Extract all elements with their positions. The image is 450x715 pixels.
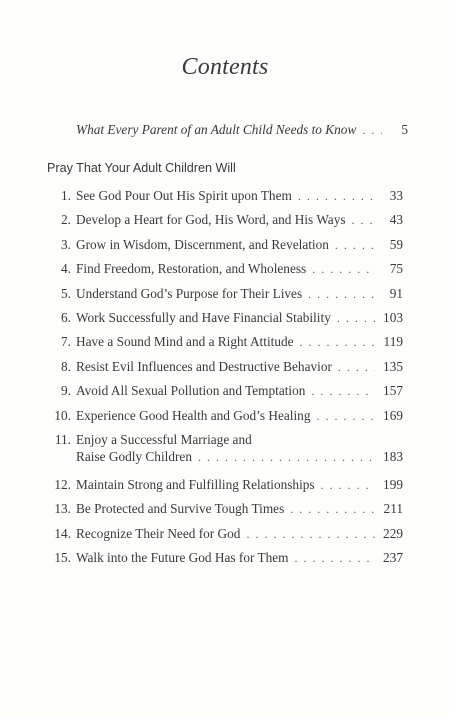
toc-entry-title: Recognize Their Need for God bbox=[76, 525, 241, 541]
toc-entry-title: Avoid All Sexual Pollution and Temptation bbox=[76, 383, 306, 399]
toc-entry-number: 8. bbox=[61, 358, 71, 374]
toc-entry[interactable] bbox=[47, 476, 403, 500]
toc-entry-page: 43 bbox=[389, 212, 403, 228]
toc-entry-number: 4. bbox=[61, 261, 71, 277]
toc-entry-number: 3. bbox=[61, 236, 71, 252]
toc-entry-page: 119 bbox=[383, 334, 403, 350]
section-heading: Pray That Your Adult Children Will bbox=[47, 161, 236, 175]
toc-entry-title: Enjoy a Successful Marriage and bbox=[76, 431, 252, 447]
toc-entry-number: 1. bbox=[61, 188, 71, 203]
toc-entry-page: 199 bbox=[383, 476, 403, 492]
toc-entry-number: 15. bbox=[54, 550, 71, 566]
dot-leader bbox=[298, 188, 375, 205]
toc-entry-page: 229 bbox=[383, 525, 403, 541]
toc-entry-page: 91 bbox=[389, 285, 403, 301]
toc-entry-title: Resist Evil Influences and Destructive Behavior bbox=[76, 358, 332, 374]
toc-entry-number: 9. bbox=[61, 383, 71, 399]
dot-leader bbox=[335, 237, 375, 254]
toc-entry-page: 103 bbox=[383, 309, 403, 325]
dot-leader bbox=[308, 286, 375, 303]
dot-leader bbox=[312, 261, 375, 278]
toc-entry-page: 157 bbox=[383, 383, 403, 399]
toc-entry[interactable] bbox=[47, 407, 403, 431]
dot-leader bbox=[321, 477, 375, 494]
toc-entry[interactable] bbox=[47, 549, 403, 573]
toc-entry[interactable] bbox=[47, 187, 403, 211]
dot-leader bbox=[246, 526, 375, 543]
dot-leader bbox=[295, 550, 375, 567]
dot-leader bbox=[352, 212, 375, 229]
dot-leader bbox=[337, 310, 375, 327]
toc-entry[interactable] bbox=[47, 431, 403, 476]
toc-entry-number: 7. bbox=[61, 334, 71, 350]
toc-entry-number: 2. bbox=[61, 212, 71, 228]
dot-leader bbox=[316, 408, 375, 425]
toc-entry[interactable] bbox=[47, 236, 403, 260]
toc-entry-title: Walk into the Future God Has for Them bbox=[76, 550, 289, 566]
toc-entry-number: 6. bbox=[61, 309, 71, 325]
dot-leader bbox=[290, 501, 375, 518]
toc-entry-number: 11. bbox=[54, 431, 71, 447]
toc-entry-title: See God Pour Out His Spirit upon Them bbox=[76, 188, 292, 203]
toc-entry[interactable] bbox=[47, 358, 403, 382]
toc-entry-number: 12. bbox=[54, 476, 71, 492]
dot-leader bbox=[362, 123, 382, 138]
toc-entry-page: 33 bbox=[389, 188, 403, 203]
toc-entry-number: 5. bbox=[61, 285, 71, 301]
toc-entry-page: 211 bbox=[383, 501, 403, 517]
toc-entry[interactable] bbox=[47, 260, 403, 284]
toc-entry-page: 75 bbox=[389, 261, 403, 277]
toc-entry-title: Experience Good Health and God’s Healing bbox=[76, 407, 311, 423]
toc-entry-title: Grow in Wisdom, Discernment, and Revelation bbox=[76, 236, 329, 252]
toc-entry[interactable] bbox=[47, 285, 403, 309]
dot-leader bbox=[198, 449, 375, 466]
toc-entry-title-continued: Raise Godly Children bbox=[76, 448, 192, 464]
toc-entry-page: 5 bbox=[401, 122, 408, 137]
toc-entry-title: Work Successfully and Have Financial Stability bbox=[76, 309, 331, 325]
toc-entry-page: 183 bbox=[383, 448, 403, 464]
toc-entry-page: 135 bbox=[383, 358, 403, 374]
toc-entry[interactable] bbox=[47, 309, 403, 333]
toc-entry-number: 10. bbox=[54, 407, 71, 423]
toc-entry-title: What Every Parent of an Adult Child Needs to Know bbox=[76, 122, 357, 137]
toc-entry-title: Have a Sound Mind and a Right Attitude bbox=[76, 334, 294, 350]
toc-entry[interactable] bbox=[47, 382, 403, 406]
page-title: Contents bbox=[181, 54, 269, 80]
toc-entry-intro[interactable] bbox=[76, 122, 408, 138]
toc-entry-page: 237 bbox=[383, 550, 403, 566]
toc-entry-page: 169 bbox=[383, 407, 403, 423]
dot-leader bbox=[338, 359, 375, 376]
toc-entry-title: Understand God’s Purpose for Their Lives bbox=[76, 285, 303, 301]
toc-entry-title: Find Freedom, Restoration, and Wholeness bbox=[76, 261, 307, 277]
toc-entry-title: Develop a Heart for God, His Word, and His Ways bbox=[76, 212, 346, 228]
dot-leader bbox=[311, 383, 375, 400]
toc-entry-title: Be Protected and Survive Tough Times bbox=[76, 501, 285, 517]
toc-entry-number: 13. bbox=[54, 501, 71, 517]
toc-entry[interactable] bbox=[47, 525, 403, 549]
toc-entry-title: Maintain Strong and Fulfilling Relationships bbox=[76, 476, 315, 492]
toc-entry-page: 59 bbox=[389, 236, 403, 252]
toc-entry[interactable] bbox=[47, 211, 403, 235]
dot-leader bbox=[300, 334, 375, 351]
toc-entry[interactable] bbox=[47, 333, 403, 357]
toc-entry-number: 14. bbox=[54, 525, 71, 541]
toc-entry[interactable] bbox=[47, 500, 403, 524]
toc-list bbox=[47, 187, 403, 573]
